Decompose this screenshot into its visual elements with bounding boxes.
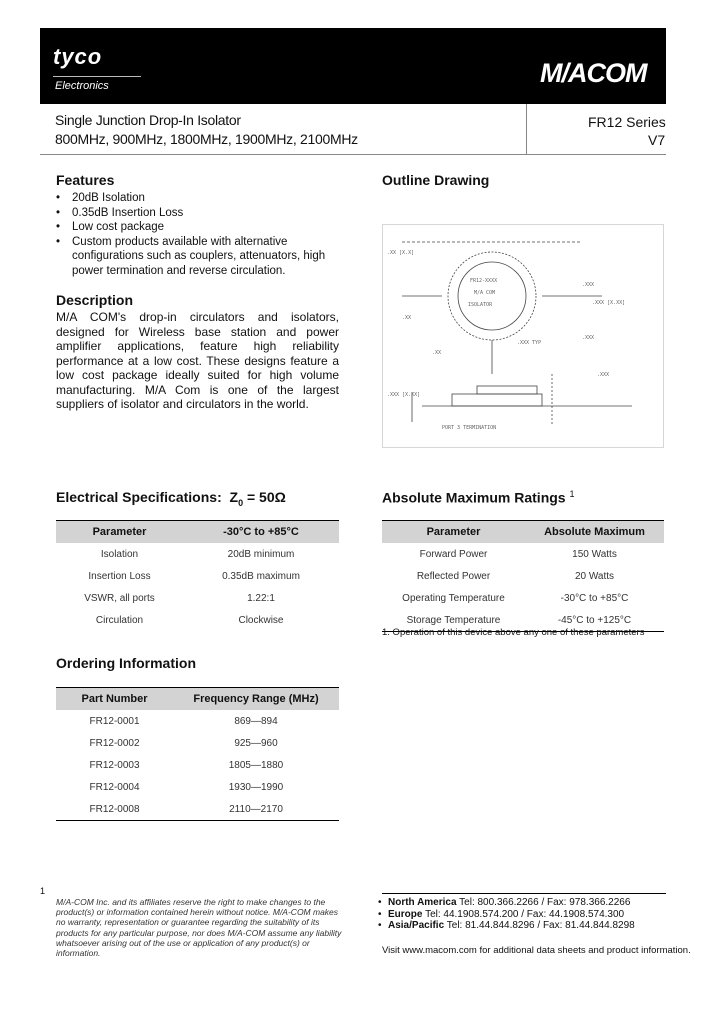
- table-cell: 1930—1990: [228, 781, 284, 793]
- table-cell: FR12-0004: [89, 781, 140, 793]
- table-row: [56, 565, 339, 587]
- feature-text: Custom products available with alternative configurations such as couplers, attenuators, high power termination and reverse circulation.: [72, 235, 326, 277]
- ferrite-outline: [448, 252, 536, 340]
- drawing-label: M/A COM: [474, 290, 496, 296]
- column-header: -30°C to +85°C: [183, 521, 339, 544]
- bullet-glyph: •: [378, 908, 382, 920]
- bullet-glyph: •: [378, 920, 382, 931]
- contact-row: [378, 909, 668, 921]
- table-row: [56, 609, 339, 631]
- profile-top: [477, 386, 537, 394]
- table-cell: 2110—2170: [173, 798, 339, 821]
- table-cell: Reflected Power: [416, 570, 491, 582]
- macom-logo: M/ACOM: [540, 58, 647, 88]
- table-row: [56, 754, 339, 776]
- drawing-label: .XX: [432, 350, 442, 356]
- table-cell: VSWR, all ports: [84, 592, 155, 604]
- table-cell: Operating Temperature: [402, 592, 505, 604]
- table-cell: Forward Power: [419, 548, 488, 560]
- table-cell: 1.22:1: [247, 592, 275, 604]
- contact-info: Tel: 800.366.2266 / Fax: 978.366.2266: [459, 897, 631, 908]
- table-header-row: [56, 521, 339, 544]
- outline-drawing: [382, 224, 664, 448]
- drawing-label: .XXX: [597, 372, 610, 378]
- drawing-label: .XXX TYP: [517, 340, 542, 346]
- table-row: [382, 565, 664, 587]
- table-row: [382, 587, 664, 609]
- table-cell: Clockwise: [238, 614, 284, 626]
- feature-item: [56, 220, 346, 235]
- column-header: Frequency Range (MHz): [173, 688, 339, 711]
- bullet-glyph: •: [56, 192, 61, 204]
- table-cell: -45°C to +125°C: [525, 609, 664, 632]
- drawing-label: .XXX: [582, 335, 595, 341]
- feature-item: [56, 235, 346, 279]
- ratings-heading-text: Absolute Maximum Ratings: [382, 489, 566, 506]
- table-cell: FR12-0008: [56, 798, 173, 821]
- table-row: [56, 543, 339, 565]
- series-name: FR12 Series: [588, 114, 666, 130]
- table-row: [56, 710, 339, 732]
- feature-text: Low cost package: [72, 221, 165, 233]
- tyco-electronics-label: Electronics: [55, 80, 109, 92]
- contact-info: Tel: 81.44.844.8296 / Fax: 81.44.844.8298: [446, 920, 635, 931]
- electrical-heading-text: Electrical Specifications:: [56, 489, 222, 505]
- electrical-spec-table: [56, 520, 339, 631]
- column-header: Absolute Maximum: [525, 521, 664, 544]
- bullet-glyph: •: [56, 221, 61, 233]
- table-row: [56, 587, 339, 609]
- feature-text: 0.35dB Insertion Loss: [72, 206, 184, 219]
- table-cell: FR12-0003: [89, 759, 140, 771]
- feature-item: [56, 206, 346, 221]
- drawing-label: PORT 3 TERMINATION: [442, 425, 497, 431]
- table-header-row: [56, 688, 339, 711]
- outline-heading: Outline Drawing: [382, 172, 490, 188]
- table-cell: 20 Watts: [574, 570, 615, 582]
- column-header: Parameter: [382, 521, 525, 544]
- contact-region: Europe: [388, 908, 423, 920]
- product-title: Single Junction Drop-In Isolator: [55, 112, 241, 128]
- table-cell: Circulation: [95, 614, 144, 626]
- features-list: [56, 191, 346, 278]
- feature-item: [56, 191, 346, 206]
- ferrite-inner: [458, 262, 526, 330]
- contact-region: Asia/Pacific: [388, 920, 445, 931]
- table-cell: 869—894: [234, 715, 278, 727]
- drawing-label: FR12-XXXX: [470, 278, 498, 284]
- drawing-frame: [383, 225, 664, 448]
- ratings-footnote: 1. Operation of this device above any one of these parameters: [382, 627, 645, 638]
- ratings-table: [382, 520, 664, 632]
- features-heading: Features: [56, 172, 115, 188]
- column-header: Part Number: [56, 688, 173, 711]
- electrical-heading: [56, 489, 286, 508]
- table-cell: Isolation: [100, 548, 139, 560]
- visit-website-text: Visit www.macom.com for additional data sheets and product information.: [382, 945, 691, 956]
- contact-row: [378, 920, 668, 932]
- page-number: 1: [40, 886, 46, 896]
- feature-text: 20dB Isolation: [72, 192, 145, 204]
- table-cell: 0.35dB maximum: [222, 570, 300, 582]
- table-cell: Storage Temperature: [382, 609, 525, 632]
- drawing-label: .XX: [402, 315, 412, 321]
- logo-rule: [53, 76, 141, 77]
- ratings-heading: [382, 489, 575, 506]
- table-cell: Insertion Loss: [88, 570, 151, 582]
- column-header: Parameter: [56, 521, 183, 544]
- ordering-table: [56, 687, 339, 821]
- contact-region: North America: [388, 897, 457, 908]
- table-cell: FR12-0002: [89, 737, 140, 749]
- profile-body: [452, 394, 542, 406]
- disclaimer-text: M/A-COM Inc. and its affiliates reserve the right to make changes to the product(s) or information contained herein without notice. M/A-COM makes no warranty, representation or guarantee regarding the suitability of its products for any particular purpose, nor does M/A-COM assume any liability whatsoever arising out of the use or application of any product(s) or information.: [56, 897, 342, 959]
- contact-info: Tel: 44.1908.574.200 / Fax: 44.1908.574.300: [425, 908, 625, 920]
- table-cell: 925—960: [234, 737, 278, 749]
- impedance-value: = 50Ω: [243, 489, 286, 505]
- drawing-label: .XX [X.X]: [387, 250, 415, 256]
- product-frequencies: 800MHz, 900MHz, 1800MHz, 1900MHz, 2100MHz: [55, 131, 358, 147]
- table-cell: 1805—1880: [228, 759, 284, 771]
- description-text: M/A COM's drop-in circulators and isolators, designed for Wireless base station and power amplifier applications, feature high reliability performance at a low cost. These designs feature a low cost package ideally suited for high volume manufacturing. M/A Com is one of the largest suppliers of isolator and circulators in the world.: [56, 310, 339, 411]
- drawing-label: .XXX [X.XX]: [592, 300, 626, 306]
- contact-list: [378, 897, 668, 932]
- description-heading: Description: [56, 292, 134, 308]
- footer-rule: [382, 893, 666, 894]
- table-cell: -30°C to +85°C: [560, 592, 629, 604]
- ordering-heading: Ordering Information: [56, 655, 196, 671]
- table-row: [56, 732, 339, 754]
- bullet-glyph: •: [56, 206, 61, 219]
- drawing-label: .XXX: [582, 282, 595, 288]
- table-cell: 20dB minimum: [227, 548, 295, 560]
- bullet-glyph: •: [378, 897, 382, 908]
- ratings-footnote-marker: 1: [569, 489, 575, 499]
- table-row: [56, 776, 339, 798]
- table-cell: FR12-0001: [89, 715, 140, 727]
- bullet-glyph: •: [56, 235, 61, 248]
- impedance-symbol: Z: [229, 489, 239, 505]
- table-cell: 150 Watts: [572, 548, 617, 560]
- contact-row: [378, 897, 668, 909]
- table-row: [56, 798, 339, 821]
- series-version: V7: [648, 132, 666, 148]
- impedance-subscript: 0: [238, 497, 244, 508]
- drawing-label: ISOLATOR: [468, 302, 493, 308]
- tyco-logo: tyco: [53, 44, 103, 69]
- series-divider: [526, 104, 527, 154]
- table-row: [382, 543, 664, 565]
- table-header-row: [382, 521, 664, 544]
- drawing-label: .XXX [X.XX]: [387, 392, 421, 398]
